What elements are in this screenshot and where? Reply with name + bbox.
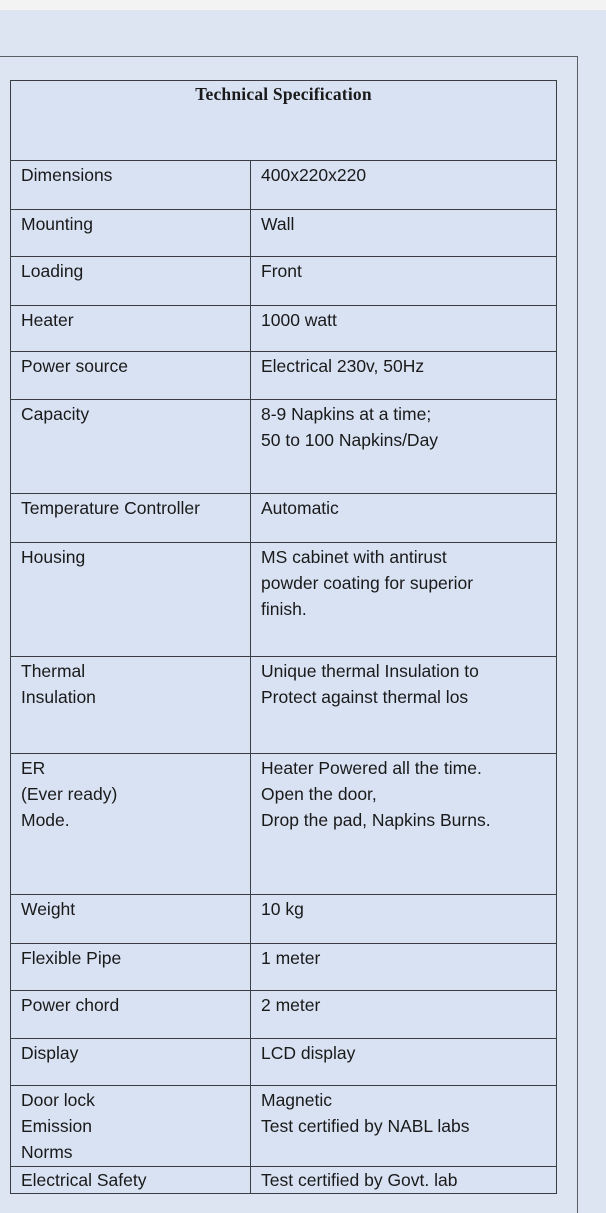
spec-label: Housing <box>21 547 86 567</box>
spec-value: Heater Powered all the time. Open the door, Drop the pad, Napkins Burns. <box>261 758 491 830</box>
spec-label: Power chord <box>21 995 120 1015</box>
table-row <box>11 1039 557 1086</box>
spec-value: 8-9 Napkins at a time; 50 to 100 Napkins/Day <box>261 404 439 450</box>
table-row <box>11 400 557 494</box>
spec-label: Heater <box>21 310 74 330</box>
spec-label: Thermal Insulation <box>21 661 96 707</box>
table-row <box>11 895 557 944</box>
table-row <box>11 944 557 991</box>
table-row <box>11 161 557 210</box>
table-row <box>11 1086 557 1167</box>
spec-value: Automatic <box>261 498 339 518</box>
table-row <box>11 494 557 543</box>
table-row <box>11 657 557 754</box>
spec-label: ER (Ever ready) Mode. <box>21 758 118 830</box>
spec-label: Temperature Controller <box>21 498 200 518</box>
spec-value: Electrical 230v, 50Hz <box>261 356 425 376</box>
spec-value: Test certified by Govt. lab <box>261 1170 458 1190</box>
spec-value: Front <box>261 261 302 281</box>
spec-label: Display <box>21 1043 79 1063</box>
spec-label: Weight <box>21 899 76 919</box>
spec-value: Magnetic Test certified by NABL labs <box>261 1090 470 1136</box>
spec-label: Power source <box>21 356 128 376</box>
table-row <box>11 352 557 400</box>
table-row <box>11 1167 557 1194</box>
table-title: Technical Specification <box>11 81 557 161</box>
spec-label: Electrical Safety <box>21 1170 147 1190</box>
spec-value: MS cabinet with antirust powder coating for superior finish. <box>261 547 474 619</box>
spec-label: Capacity <box>21 404 90 424</box>
technical-specification-table <box>10 80 557 1194</box>
spec-value: LCD display <box>261 1043 356 1063</box>
spec-value: Unique thermal Insulation to Protect against thermal los <box>261 661 479 707</box>
table-row <box>11 210 557 257</box>
top-toolbar-strip <box>0 0 606 10</box>
table-row <box>11 306 557 352</box>
spec-value: 1000 watt <box>261 310 337 330</box>
table-row <box>11 991 557 1039</box>
spec-label: Door lock Emission Norms <box>21 1090 95 1162</box>
spec-label: Loading <box>21 261 84 281</box>
title-row <box>11 81 557 161</box>
table-row <box>11 257 557 306</box>
table-row <box>11 543 557 657</box>
table-row <box>11 754 557 895</box>
spec-label: Dimensions <box>21 165 113 185</box>
spec-value: 2 meter <box>261 995 321 1015</box>
spec-label: Mounting <box>21 214 93 234</box>
spec-value: Wall <box>261 214 295 234</box>
spec-value: 1 meter <box>261 948 321 968</box>
spec-label: Flexible Pipe <box>21 948 122 968</box>
spec-value: 400x220x220 <box>261 165 367 185</box>
spec-value: 10 kg <box>261 899 304 919</box>
